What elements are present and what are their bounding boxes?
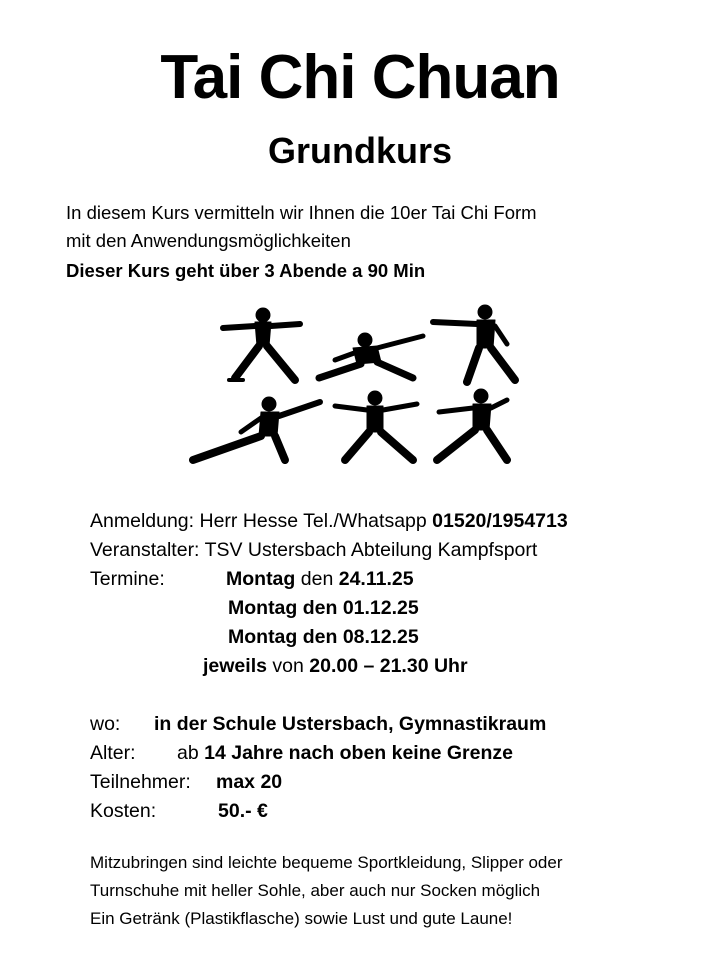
footer-line-3: Ein Getränk (Plastikflasche) sowie Lust und gute Laune! <box>90 909 513 928</box>
kosten-value: 50.- € <box>218 800 268 822</box>
page-subtitle: Grundkurs <box>267 130 453 171</box>
page-title: Tai Chi Chuan <box>160 43 560 112</box>
termin-time-mid: von <box>272 655 304 677</box>
figure-2 <box>319 333 423 378</box>
termin-time-range: 20.00 – 21.30 Uhr <box>309 655 468 677</box>
figure-3 <box>433 305 515 382</box>
termin-time <box>203 655 468 678</box>
intro-line-3: Dieser Kurs geht über 3 Abende a 90 Min <box>66 260 426 281</box>
veranstalter-label: Veranstalter: <box>90 539 200 561</box>
anmeldung-label: Anmeldung: <box>90 510 195 532</box>
figure-4 <box>193 397 320 460</box>
termin-1-date: 24.11.25 <box>338 568 414 590</box>
veranstalter-row <box>90 539 537 562</box>
teilnehmer-value: max 20 <box>216 771 283 793</box>
wo-value: in der Schule Ustersbach, Gymnastikraum <box>154 713 547 735</box>
anmeldung-row <box>90 510 568 533</box>
anmeldung-text: Herr Hesse Tel./Whatsapp <box>199 510 427 532</box>
anmeldung-phone: 01520/1954713 <box>432 510 568 532</box>
termin-time-pre: jeweils <box>203 655 267 677</box>
alter-pre: ab <box>177 742 199 764</box>
footer-line-2: Turnschuhe mit heller Sohle, aber auch nur Socken möglich <box>90 881 541 900</box>
kosten-label: Kosten: <box>90 800 157 822</box>
footer-line-1: Mitzubringen sind leichte bequeme Sportkleidung, Slipper oder <box>90 853 563 872</box>
alter-value: 14 Jahre nach oben keine Grenze <box>204 742 514 764</box>
termin-3: Montag den 08.12.25 <box>228 626 419 648</box>
termine-label: Termine: <box>90 568 165 590</box>
wo-label: wo: <box>90 713 121 735</box>
alter-row <box>177 742 513 765</box>
veranstalter-text: TSV Ustersbach Abteilung Kampfsport <box>204 539 538 561</box>
termin-1-day: Montag <box>226 568 296 590</box>
intro-line-2: mit den Anwendungsmöglichkeiten <box>66 230 351 251</box>
figure-5 <box>335 391 417 460</box>
termin-1 <box>226 568 414 591</box>
teilnehmer-label: Teilnehmer: <box>90 771 191 793</box>
alter-label: Alter: <box>90 742 136 764</box>
figure-1 <box>223 308 300 380</box>
figure-6 <box>437 389 507 460</box>
termin-1-mid: den <box>300 568 334 590</box>
tai-chi-silhouettes-icon <box>185 300 535 470</box>
termin-2: Montag den 01.12.25 <box>228 597 419 619</box>
intro-line-1: In diesem Kurs vermitteln wir Ihnen die 10er Tai Chi Form <box>66 202 537 223</box>
